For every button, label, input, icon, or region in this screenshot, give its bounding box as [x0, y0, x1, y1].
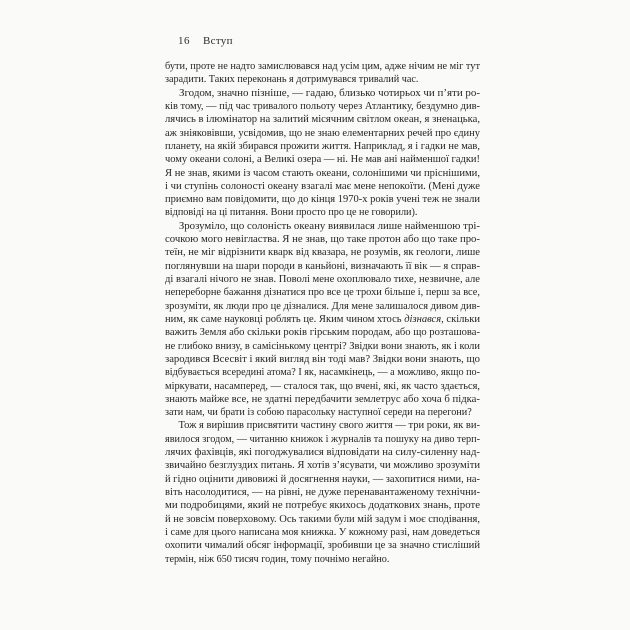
text-line: теїн, не міг відрізнити кварк від квазара, не розумів, як геологи, лише	[165, 247, 480, 259]
text-line: лячих фахівців, які погоджувалися відповідати на силу-силенну над-	[165, 447, 480, 459]
text-line: ним, як саме науковці роблять це. Яким чином хтось дізнався, скільки	[165, 313, 480, 325]
text-line: Я не знав, якими із часом стають океани, солонішими чи пріснішими,	[165, 167, 480, 179]
text-line: ми подробицями, який не потребує якихось додаткових знань, проте	[165, 500, 480, 512]
text-line: й гідно оцінити дивовижі й досягнення науки, — захопитися ними, на-	[165, 473, 480, 485]
text-line: лячись в ілюмінатор на залитий місячним світлом океан, я зненацька,	[165, 114, 480, 126]
paragraph	[165, 60, 480, 87]
text-line: важить Земля або скільки років гірським породам, або що розташова-	[165, 327, 480, 339]
text-line: міркувати, насамперед, — сталося так, що вчені, які, як часто здається,	[165, 380, 480, 392]
text-block	[165, 60, 480, 566]
text-line: сочкою мого невігластва. Я не знав, що таке протон або що таке про-	[165, 234, 481, 246]
text-line: аж зніяковівши, усвідомив, що не знаю елементарних речей про єдину	[165, 127, 480, 139]
page-number: 16	[178, 35, 190, 47]
text-line: Згодом, значно пізніше, — гадаю, близько чотирьох чи п’яти ро-	[178, 87, 481, 99]
text-line: Тож я вирішив присвятити частину свого життя — три роки, як ви-	[178, 420, 480, 432]
text-line: непереборне бажання дізнатися про все це трохи більше і, перш за все,	[165, 287, 480, 299]
text-line: явилося згодом, — читанню книжок і журналів та пошуку на диво терп-	[165, 433, 481, 445]
text-line: поглянувши на шари породи в каньйоні, визначають її вік — я справ-	[165, 260, 480, 272]
text-line: охопити чималий обсяг інформації, зробивши це за значно стисліший	[165, 540, 480, 552]
text-line: термін, ніж 650 тисяч годин, тому почнімо негайно.	[165, 553, 390, 565]
text-line: зарадити. Таких переконань я дотримувався тривалий час.	[165, 74, 419, 86]
text-line: віть насолодитися, — на рівні, не дуже перенавантаженому технічни-	[165, 487, 480, 498]
text-line: зрозуміти, як люди про це дізналися. Для мене залишалося дивом див-	[165, 300, 481, 312]
paragraph	[165, 419, 480, 565]
text-line: не глибоко внизу, в самісінькому центрі? Звідки вони знають, як і коли	[165, 340, 480, 352]
paragraph	[165, 87, 480, 220]
text-line: відповіді на ці питання. Вони просто про це не говорили).	[165, 207, 418, 219]
text-line: приємно вам повідомити, що до кінця 1970-х років учені теж не знали	[165, 194, 480, 206]
text-line: бути, проте не надто замислювався над усім цим, адже нічим не міг тут	[165, 61, 480, 72]
text-line: і саме для цього написана моя книжка. У кожному разі, нам доведеться	[165, 526, 480, 538]
text-line: ді взагалі нічого не знав. Поволі мене охоплювало тихе, незвичне, але	[165, 274, 480, 285]
text-line: зати нам, чи брати із собою парасольку наступної середи на перегони?	[165, 407, 472, 419]
text-line: планету, на якій збирався прожити життя. Наприклад, я і гадки не мав,	[165, 140, 480, 152]
text-line: звичайно безглуздих питань. Я хотів з’ясувати, чи можливо зрозуміти	[165, 460, 480, 472]
paragraph	[165, 220, 480, 420]
text-line: зародився Всесвіт і який вигляд він тоді мав? Звідки вони знають, що	[165, 353, 480, 365]
running-title: Вступ	[203, 35, 233, 47]
text-line: чому океани солоні, а Великі озера — ні. Не мав ані найменшої гадки!	[165, 154, 481, 166]
text-line: і чи ступінь солоності океану взагалі має мене непокоїти. (Мені дуже	[165, 180, 481, 192]
page-header	[178, 36, 233, 47]
text-line: Зрозуміло, що солоність океану виявилася лише найменшою трі-	[178, 220, 481, 232]
text-line: знають майже все, не здатні передбачити землетрус або хоча б підка-	[165, 393, 480, 405]
text-line: ків тому, — під час тривалого польоту через Атлантику, бездумно див-	[165, 100, 480, 112]
text-line: відбувається всередині атома? І як, насамкінець, — а можливо, якщо по-	[165, 367, 480, 379]
text-line: й не зовсім поверховому. Ось такими були мій задум і моє сподівання,	[165, 513, 480, 525]
